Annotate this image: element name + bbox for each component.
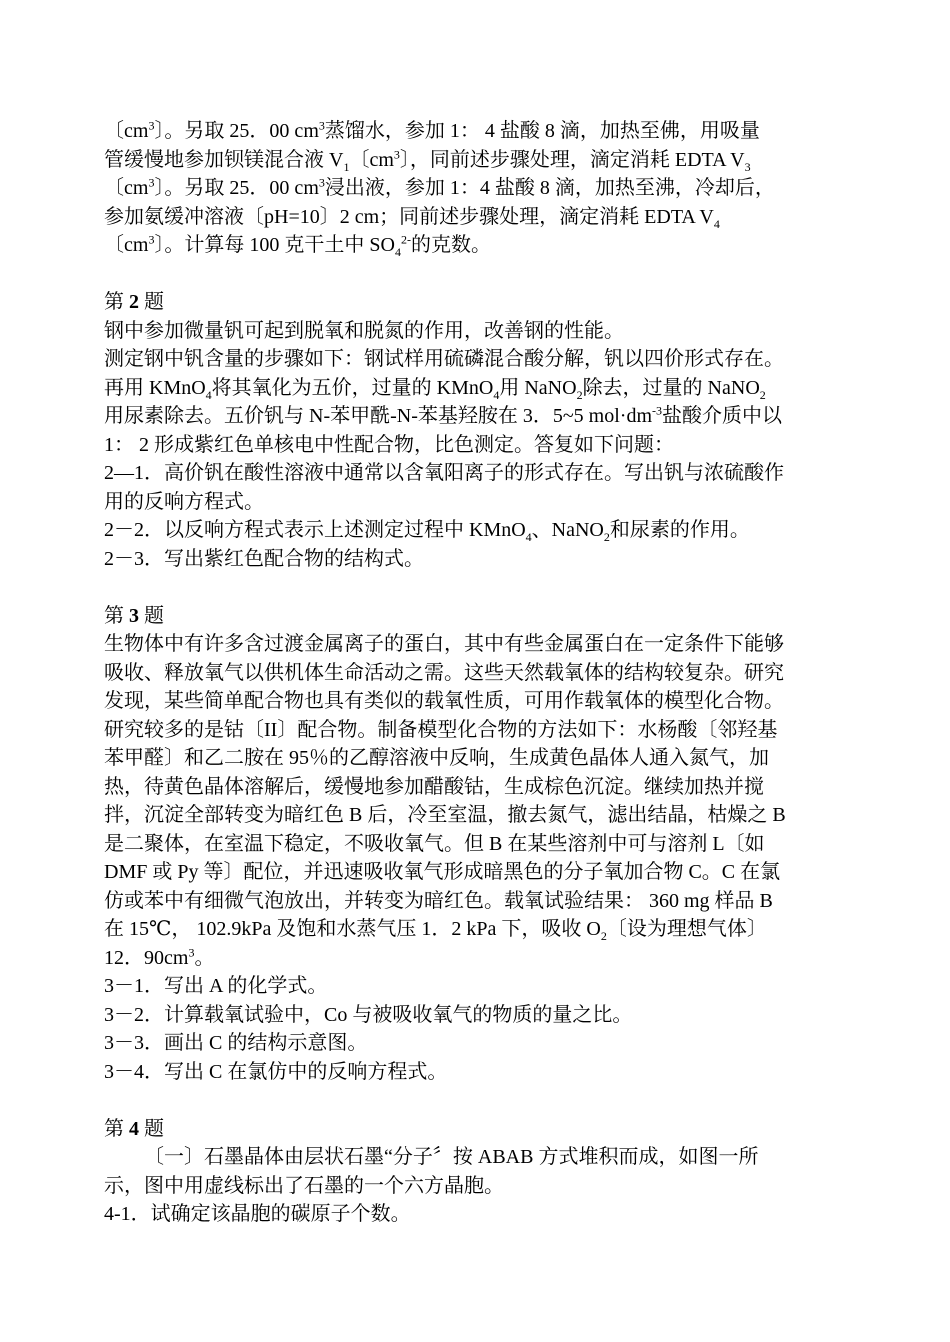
paragraph-line: 热，待黄色晶体溶解后，缓慢地参加醋酸钴，生成棕色沉淀。继续加热并搅	[104, 775, 764, 798]
subscript: 2	[759, 387, 766, 402]
text-run: ；同前述步骤处理，滴定消耗 EDTA V	[379, 205, 714, 228]
sub-question-2-2	[104, 516, 849, 545]
paragraph-line: 是二聚体，在室温下稳定，不吸收氧气。但 B 在某些溶剂中可与溶剂 L〔如	[104, 832, 765, 855]
paragraph-line	[104, 231, 849, 260]
paragraph-line: 拌，沉淀全部转变为暗红色 B 后，冷至室温，撤去氮气，滤出结晶，枯燥之 B	[104, 804, 786, 826]
document-body	[104, 117, 849, 1229]
text-run: 〔设为理想气体〕	[606, 918, 767, 940]
question-4	[104, 1115, 849, 1229]
paragraph-line: 苯甲醛〕和乙二胺在 95％的乙醇溶液中反响，生成黄色晶体人通入氮气，加	[104, 747, 769, 769]
paragraph-line: 1： 2 形成紫红色单核电中性配合物，比色测定。答复如下问题：	[104, 433, 674, 456]
sub-question-3-3: 3－3．画出 C 的结构示意图。	[104, 1032, 368, 1054]
text-run: 〔cm	[104, 120, 149, 142]
text-run: 蒸馏水，参加 1： 4 盐酸 8 滴，加热至佛，用吸量	[324, 120, 760, 142]
paragraph-line: 测定钢中钒含量的步骤如下：钢试样用硫磷混合酸分解，钒以四价形式存在。	[104, 348, 784, 370]
subscript: 4	[525, 530, 532, 544]
superscript: 3	[393, 146, 400, 161]
question-3-title	[104, 602, 849, 631]
text-run: 〕。计算每 100 克干土中 SO	[154, 234, 396, 256]
subscript: 4	[493, 387, 500, 402]
spacer	[104, 260, 849, 289]
text-run: 、NaNO	[531, 519, 604, 541]
text-run: 〔cm	[104, 234, 149, 256]
question-1-tail	[104, 117, 849, 260]
paragraph-line: 示，图中用虚线标出了石墨的一个六方晶胞。	[104, 1174, 504, 1197]
text-run: 第	[104, 604, 129, 627]
sub-question-2-3: 2－3．写出紫红色配合物的结构式。	[104, 547, 424, 570]
question-3	[104, 602, 849, 1087]
superscript: 3	[188, 944, 195, 959]
text-run: 题	[139, 604, 164, 627]
question-2-title	[104, 288, 849, 317]
paragraph-line: 钢中参加微量钒可起到脱氧和脱氮的作用，改善钢的性能。	[104, 319, 624, 342]
question-number: 3	[129, 604, 139, 627]
text-run: 〔cm	[349, 148, 394, 171]
subscript: 4	[395, 245, 402, 259]
superscript: 3	[318, 175, 325, 190]
text-run: 除去，过量的 NaNO	[582, 376, 760, 399]
text-run: 〔cm	[104, 177, 149, 199]
paragraph-line: 生物体中有许多含过渡金属离子的蛋白，其中有些金属蛋白在一定条件下能够	[104, 633, 784, 655]
paragraph-line	[104, 203, 849, 232]
paragraph-line	[104, 174, 849, 203]
subscript: 4	[205, 387, 212, 402]
question-number: 2	[129, 291, 139, 313]
paragraph-line	[104, 915, 849, 944]
subscript: 3	[744, 159, 751, 174]
text-run: 参加氨缓冲溶液〔pH=10〕2 cm	[104, 205, 380, 228]
superscript: 2-	[401, 232, 412, 247]
sub-question-3-2: 3－2．计算载氧试验中，Co 与被吸收氧气的物质的量之比。	[104, 1003, 633, 1026]
text-run: 。	[194, 946, 215, 969]
text-run: 12．90cm	[104, 946, 189, 969]
text-run: 浸出液，参加 1：4 盐酸 8 滴，加热至沸，冷却后，	[324, 177, 775, 199]
paragraph-line	[104, 944, 849, 973]
sub-question-3-1: 3－1．写出 A 的化学式。	[104, 975, 328, 997]
sub-question-4-1: 4-1．试确定该晶胞的碳原子个数。	[104, 1203, 411, 1225]
text-run: 第	[104, 1117, 129, 1140]
superscript: -3	[652, 403, 663, 418]
superscript: 3	[148, 118, 155, 133]
text-run: 2－2．以反响方程式表示上述测定过程中 KMnO	[104, 519, 526, 541]
text-run: 〕，同前述步骤处理，滴定消耗 EDTA V	[399, 148, 745, 171]
superscript: 3	[148, 175, 155, 190]
text-run: 题	[139, 1117, 164, 1140]
text-run: 用尿素除去。五价钒与 N-苯甲酰-N-苯基羟胺在 3．5~5 mol·dm	[104, 405, 653, 427]
subscript: 2	[600, 929, 607, 943]
text-run: 将其氧化为五价，过量的 KMnO	[211, 376, 494, 399]
paragraph-line	[104, 117, 849, 146]
text-run: 的克数。	[411, 234, 492, 256]
text-run: 用 NaNO	[499, 376, 577, 399]
text-run: 和尿素的作用。	[609, 519, 750, 541]
sub-question-3-4: 3－4．写出 C 在氯仿中的反响方程式。	[104, 1060, 448, 1083]
text-run: 〕。另取 25．00 cm	[154, 177, 319, 199]
subscript: 2	[576, 387, 583, 402]
text-run: 第	[104, 291, 129, 313]
question-2	[104, 288, 849, 573]
paragraph-line: 发现，某些简单配合物也具有类似的载氧性质，可用作载氧体的模型化合物。	[104, 690, 784, 712]
paragraph-line: 仿或苯中有细微气泡放出，并转变为暗红色。载氧试验结果： 360 mg 样品 B	[104, 889, 773, 912]
paragraph-line	[104, 374, 849, 403]
subscript: 1	[343, 159, 350, 174]
text-run: 在 15℃， 102.9kPa 及饱和水蒸气压 1．2 kPa 下，吸收 O	[104, 918, 601, 940]
subscript: 4	[713, 216, 720, 231]
superscript: 3	[148, 232, 155, 247]
paragraph-line: 研究较多的是钴〔II〕配合物。制备模型化合物的方法如下：水杨酸〔邻羟基	[104, 718, 778, 741]
paragraph-line: DMF 或 Py 等〕配位，并迅速吸收氧气形成暗黑色的分子氧加合物 C。C 在氯	[104, 861, 781, 883]
superscript: 3	[318, 118, 325, 133]
question-4-title	[104, 1115, 849, 1144]
spacer	[104, 573, 849, 602]
text-run: 再用 KMnO	[104, 376, 206, 399]
paragraph-line: 〔一〕石墨晶体由层状石墨“分子〞按 ABAB 方式堆积而成，如图一所	[144, 1146, 759, 1168]
paragraph-line: 用的反响方程式。	[104, 490, 264, 513]
subscript: 2	[603, 530, 610, 544]
question-number: 4	[129, 1117, 139, 1140]
text-run: 题	[139, 291, 164, 313]
paragraph-line	[104, 146, 849, 175]
paragraph-line	[104, 402, 849, 431]
spacer	[104, 1086, 849, 1115]
text-run: 〕。另取 25．00 cm	[154, 120, 319, 142]
sub-question-2-1: 2—1．高价钒在酸性溶液中通常以含氧阳离子的形式存在。写出钒与浓硫酸作	[104, 462, 784, 484]
text-run: 盐酸介质中以	[662, 405, 783, 427]
paragraph-line: 吸收、释放氧气以供机体生命活动之需。这些天然载氧体的结构较复杂。研究	[104, 661, 784, 684]
text-run: 管缓慢地参加钡镁混合液 V	[104, 148, 344, 171]
